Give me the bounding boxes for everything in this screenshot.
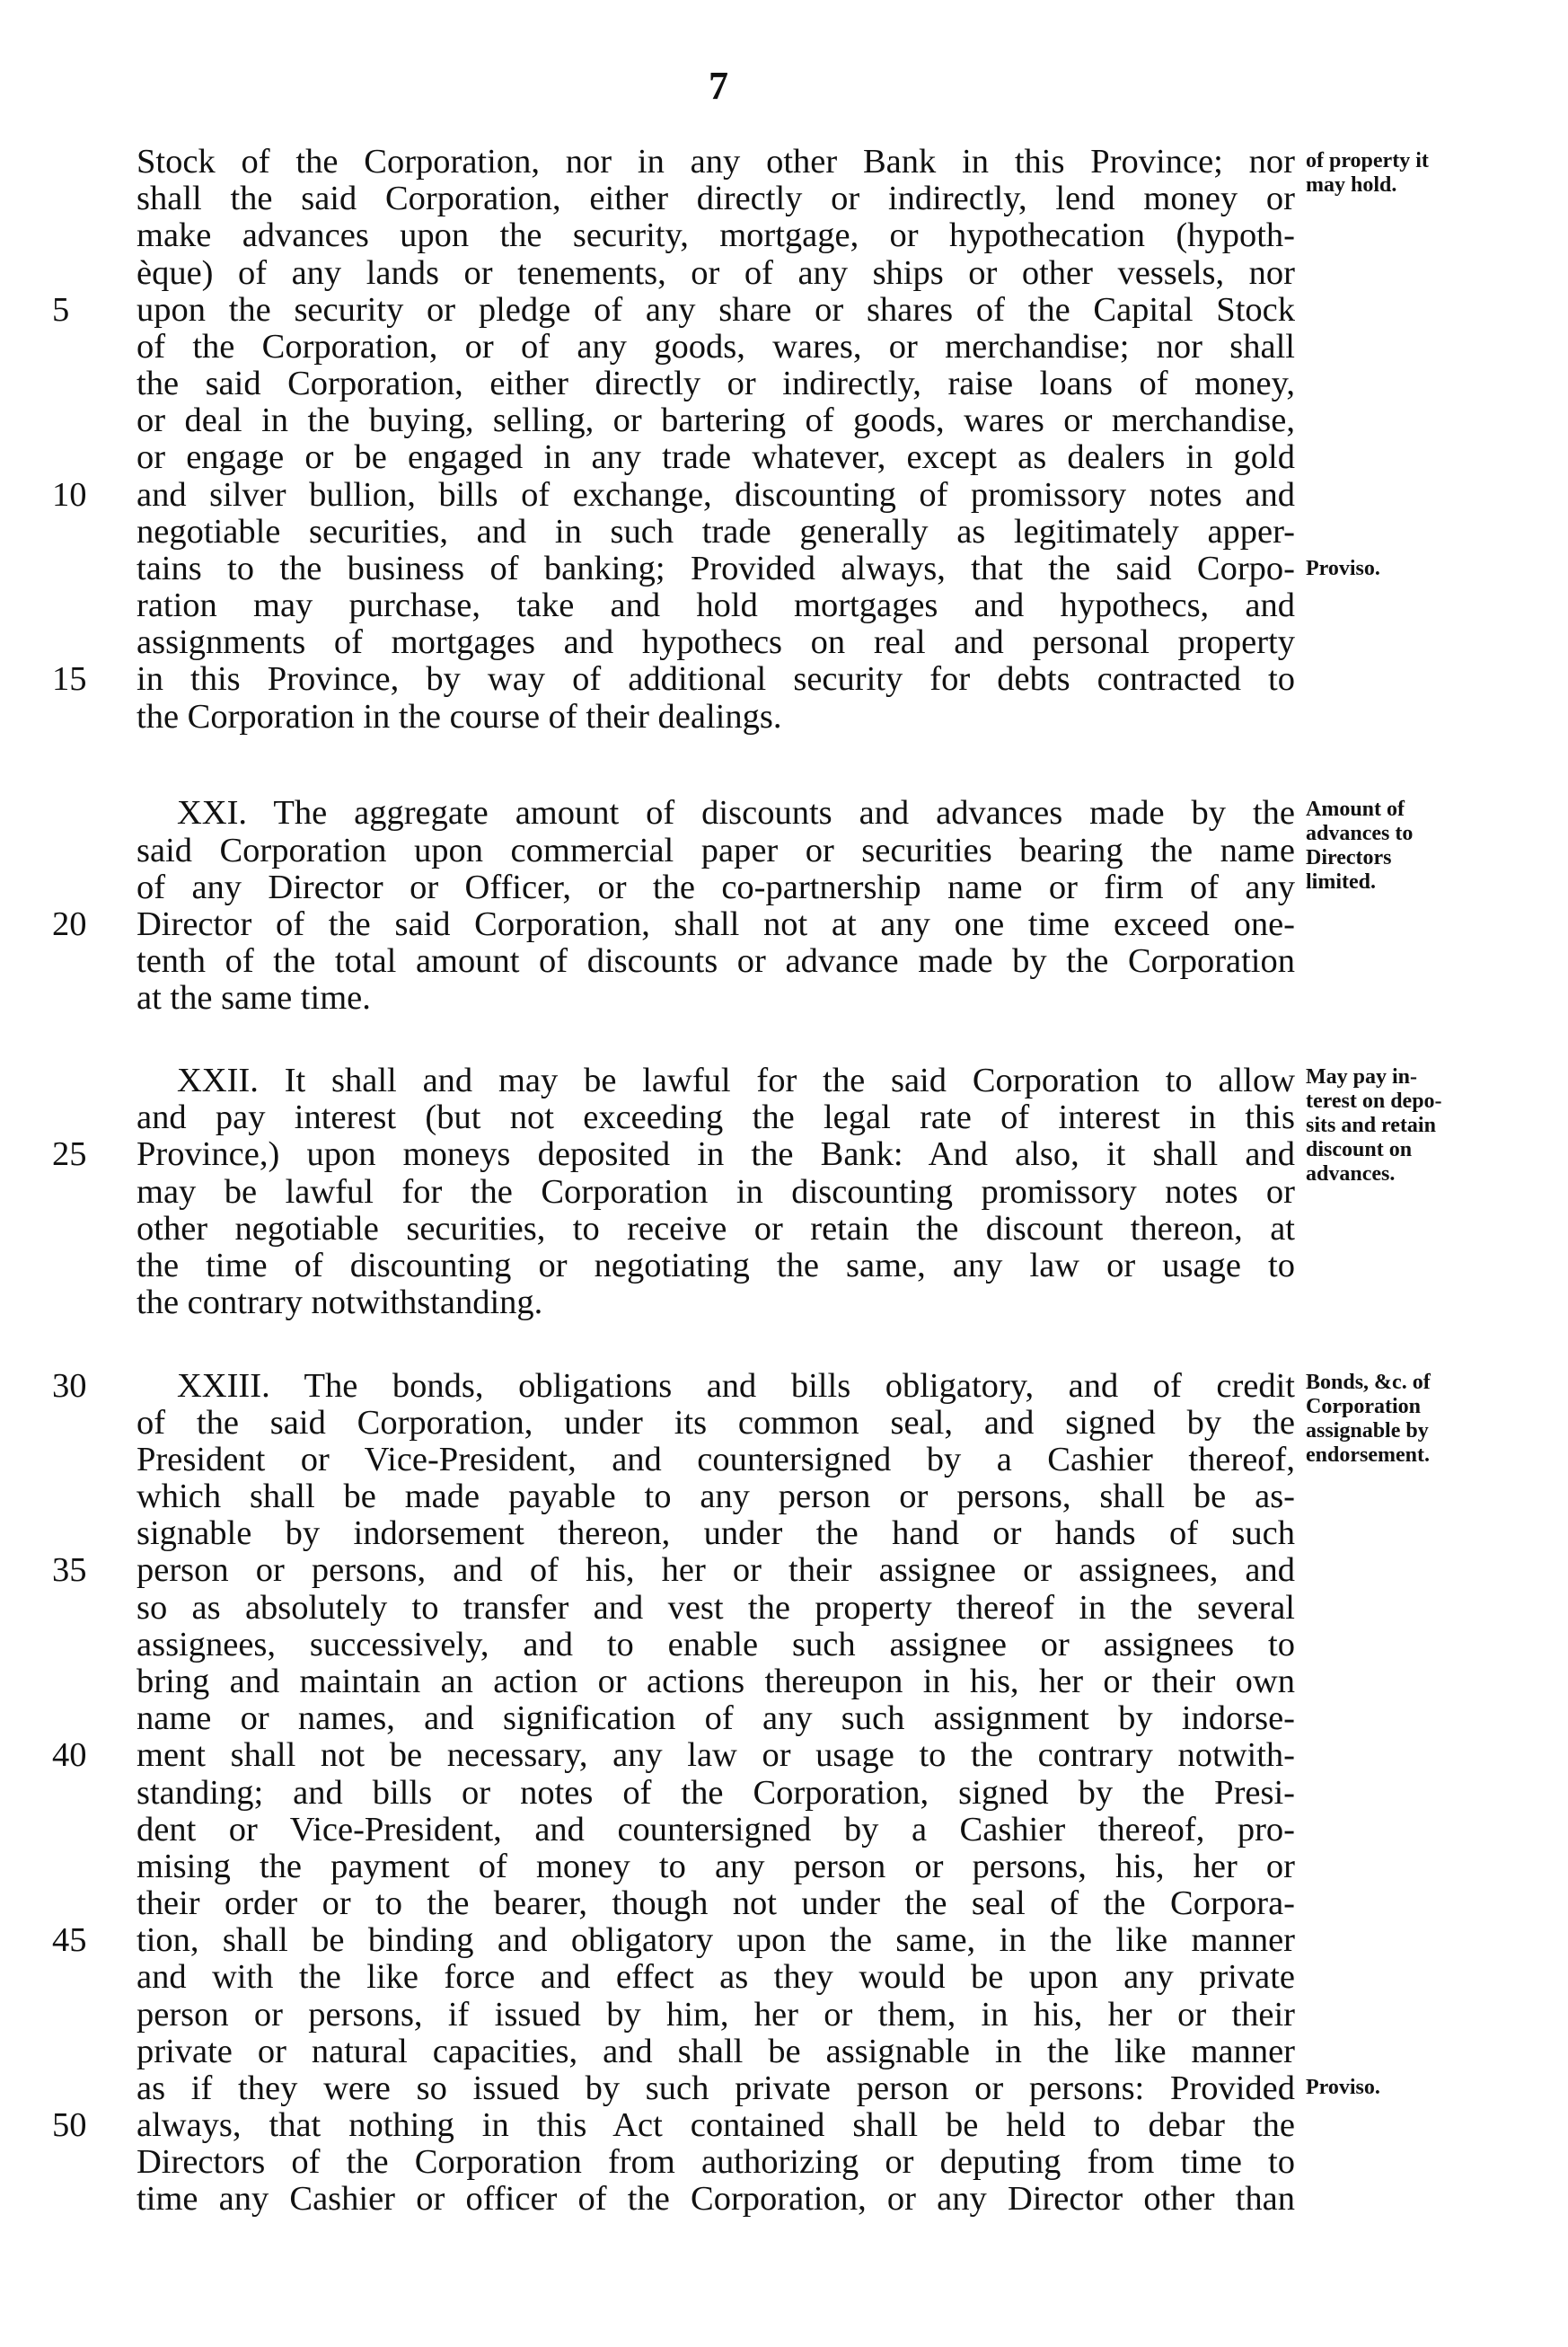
margin-note-line: may hold.	[1306, 173, 1397, 197]
margin-note-line: limited.	[1306, 870, 1376, 894]
text-line: ment shall not be necessary, any law or usage to the contrary notwith-	[137, 1736, 1295, 1774]
text-line: President or Vice-President, and countersigned by a Cashier thereof,	[137, 1441, 1295, 1478]
text-line: which shall be made payable to any person or persons, shall be as-	[137, 1478, 1295, 1515]
margin-note-line: advances to	[1306, 822, 1414, 845]
text-line: said Corporation upon commercial paper or securities bearing the name	[137, 832, 1295, 869]
margin-note-line: Bonds, &c. of	[1306, 1371, 1431, 1394]
text-line: the Corporation in the course of their dealings.	[137, 698, 782, 736]
text-line: person or persons, if issued by him, her or them, in his, her or their	[137, 1996, 1295, 2034]
text-line: name or names, and signification of any such assignment by indorse-	[137, 1699, 1295, 1737]
margin-note-line: Proviso.	[1306, 2076, 1380, 2099]
text-line: person or persons, and of his, her or their assignee or assignees, and	[137, 1551, 1295, 1589]
text-line: and with the like force and effect as they would be upon any private	[137, 1958, 1295, 1996]
text-line: of any Director or Officer, or the co-partnership name or firm of any	[137, 869, 1295, 906]
text-line: or deal in the buying, selling, or bartering of goods, wares or merchandise,	[137, 401, 1295, 439]
text-line: the contrary notwithstanding.	[137, 1284, 543, 1321]
text-line: assignments of mortgages and hypothecs on real and personal property	[137, 623, 1295, 661]
text-line: signable by indorsement thereon, under the hand or hands of such	[137, 1514, 1295, 1552]
margin-note-line: terest on depo-	[1306, 1090, 1442, 1113]
margin-note-line: Proviso.	[1306, 557, 1380, 580]
text-line: so as absolutely to transfer and vest the property thereof in the several	[137, 1589, 1295, 1627]
margin-note-line: sits and retain	[1306, 1114, 1436, 1137]
text-line: other negotiable securities, to receive or retain the discount thereon, at	[137, 1210, 1295, 1248]
text-line: dent or Vice-President, and countersigned by a Cashier thereof, pro-	[137, 1811, 1295, 1848]
page-number: 7	[709, 64, 728, 108]
text-line: XXIII. The bonds, obligations and bills obligatory, and of credit	[177, 1367, 1295, 1405]
text-line: always, that nothing in this Act contained shall be held to debar the	[137, 2106, 1295, 2144]
text-line: XXII. It shall and may be lawful for the said Corporation to allow	[177, 1062, 1295, 1099]
margin-note	[1306, 798, 1566, 895]
margin-note	[1306, 2076, 1566, 2100]
text-line: private or natural capacities, and shall be assignable in the like manner	[137, 2033, 1295, 2070]
text-line: at the same time.	[137, 979, 371, 1017]
text-line: of the said Corporation, under its common seal, and signed by the	[137, 1404, 1295, 1442]
line-number: 5	[52, 291, 70, 329]
line-number: 35	[52, 1551, 87, 1589]
text-line: Province,) upon moneys deposited in the Bank: And also, it shall and	[137, 1135, 1295, 1173]
line-number: 20	[52, 905, 87, 943]
text-line: in this Province, by way of additional security for debts contracted to	[137, 660, 1295, 698]
line-number: 50	[52, 2106, 87, 2144]
text-line: assignees, successively, and to enable such assignee or assignees to	[137, 1626, 1295, 1663]
margin-note-line: Amount of	[1306, 798, 1405, 821]
line-number: 15	[52, 660, 87, 698]
text-line: their order or to the bearer, though not under the seal of the Corpora-	[137, 1884, 1295, 1922]
text-line: or engage or be engaged in any trade whatever, except as dealers in gold	[137, 438, 1295, 476]
text-line: time any Cashier or officer of the Corporation, or any Director other than	[137, 2180, 1295, 2218]
margin-note	[1306, 1065, 1566, 1187]
margin-note-line: May pay in-	[1306, 1065, 1418, 1089]
text-line: standing; and bills or notes of the Corporation, signed by the Presi-	[137, 1774, 1295, 1812]
line-number: 10	[52, 476, 87, 514]
text-line: ration may purchase, take and hold mortgages and hypothecs, and	[137, 587, 1295, 624]
text-line: the time of discounting or negotiating the same, any law or usage to	[137, 1247, 1295, 1284]
margin-note-line: endorsement.	[1306, 1443, 1430, 1467]
text-line: Director of the said Corporation, shall not at any one time exceed one-	[137, 905, 1295, 943]
margin-note-line: discount on	[1306, 1138, 1413, 1161]
text-line: tenth of the total amount of discounts or advance made by the Corporation	[137, 942, 1295, 980]
line-number: 30	[52, 1367, 87, 1405]
text-line: mising the payment of money to any person or persons, his, her or	[137, 1848, 1295, 1885]
text-line: as if they were so issued by such private person or persons: Provided	[137, 2069, 1295, 2107]
margin-note-line: Directors	[1306, 846, 1392, 869]
line-number: 25	[52, 1135, 87, 1173]
text-line: and silver bullion, bills of exchange, discounting of promissory notes and	[137, 476, 1295, 514]
margin-note-line: Corporation	[1306, 1395, 1421, 1418]
text-line: XXI. The aggregate amount of discounts and advances made by the	[177, 794, 1295, 832]
text-line: tains to the business of banking; Provided always, that the said Corpo-	[137, 550, 1295, 587]
margin-note-line: advances.	[1306, 1162, 1396, 1186]
text-line: Directors of the Corporation from authorizing or deputing from time to	[137, 2143, 1295, 2181]
margin-note	[1306, 1371, 1566, 1468]
text-line: and pay interest (but not exceeding the legal rate of interest in this	[137, 1099, 1295, 1136]
margin-note-line: of property it	[1306, 149, 1429, 172]
text-line: bring and maintain an action or actions thereupon in his, her or their own	[137, 1663, 1295, 1700]
text-line: negotiable securities, and in such trade generally as legitimately apper-	[137, 513, 1295, 551]
text-line: èque) of any lands or tenements, or of any ships or other vessels, nor	[137, 254, 1295, 292]
text-line: Stock of the Corporation, nor in any other Bank in this Province; nor	[137, 143, 1295, 181]
text-line: tion, shall be binding and obligatory upon the same, in the like manner	[137, 1921, 1295, 1959]
margin-note-line: assignable by	[1306, 1419, 1429, 1443]
text-line: make advances upon the security, mortgage, or hypothecation (hypoth-	[137, 216, 1295, 254]
line-number: 45	[52, 1921, 87, 1959]
text-line: upon the security or pledge of any share or shares of the Capital Stock	[137, 291, 1295, 329]
line-number: 40	[52, 1736, 87, 1774]
text-line: shall the said Corporation, either directly or indirectly, lend money or	[137, 180, 1295, 217]
text-line: of the Corporation, or of any goods, wares, or merchandise; nor shall	[137, 328, 1295, 366]
text-line: the said Corporation, either directly or indirectly, raise loans of money,	[137, 365, 1295, 402]
margin-note	[1306, 149, 1566, 198]
text-line: may be lawful for the Corporation in discounting promissory notes or	[137, 1173, 1295, 1211]
margin-note	[1306, 557, 1566, 581]
